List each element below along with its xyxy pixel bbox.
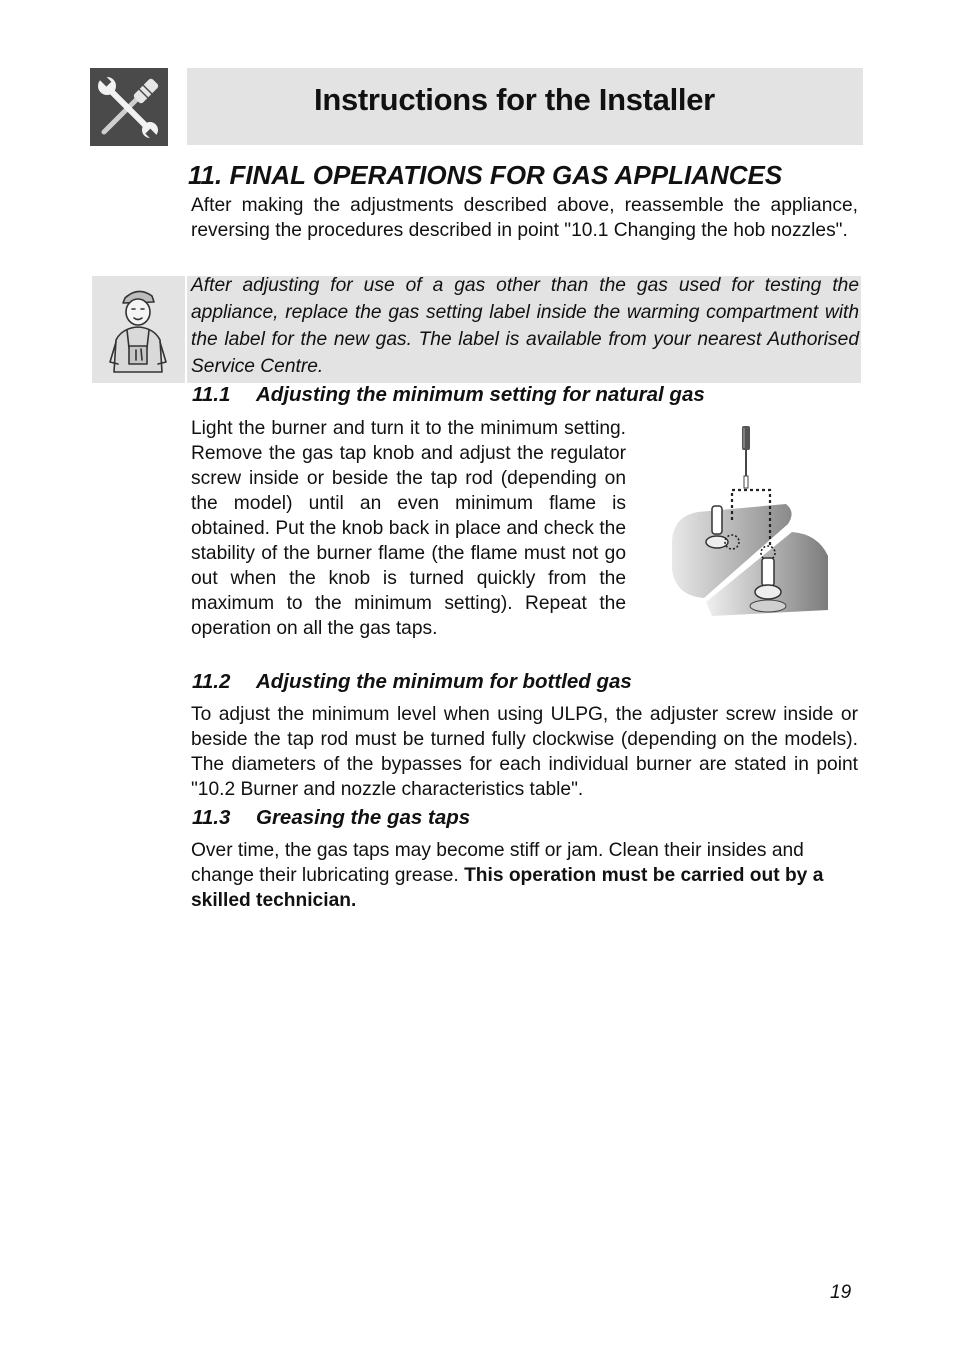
subsection-body-warning: This operation must be carried out by a skilled technician. [191,865,824,911]
subsection-body-text: Over time, the gas taps may become stiff or jam. Clean their insides and change their lubricating grease. [191,840,804,886]
technician-icon [92,276,185,383]
tools-icon [90,68,168,146]
subsection-body-11-3 [191,838,858,913]
subsection-number: 11.1 [192,383,231,406]
subsection-number: 11.3 [192,806,231,829]
section-intro: After making the adjustments described above, reassemble the appliance, reversing the procedures described in point "10.1 Changing the hob nozzles". [191,195,858,241]
subsection-title-11-3 [192,806,470,830]
subsection-body-11-2: To adjust the minimum level when using ULPG, the adjuster screw inside or beside the tap rod must be turned fully clockwise (depending on the models). The diameters of the bypasses for each individual burner are stated in point "10.2 Burner and nozzle characteristics table". [191,704,858,800]
subsection-body-11-1: Light the burner and turn it to the minimum setting. Remove the gas tap knob and adjust the regulator screw inside or beside the tap rod (depending on the model) until an even minimum flame is obtained. Put the knob back in place and check the stability of the burner flame (the flame must not go out when the knob is turned quickly from the maximum to the minimum setting). Repeat the operation on all the gas taps. [191,418,626,639]
page-number: 19 [830,1282,852,1303]
subsection-heading: Adjusting the minimum for bottled gas [256,670,632,693]
page-title: Instructions for the Installer [314,82,715,117]
section-title: 11. FINAL OPERATIONS FOR GAS APPLIANCES [188,160,783,190]
subsection-number: 11.2 [192,670,231,693]
subsection-title-11-1 [192,383,705,407]
subsection-title-11-2 [192,670,632,694]
screwdriver-tap-adjustment-illustration [668,420,834,616]
subsection-heading: Greasing the gas taps [256,806,471,829]
note-text: After adjusting for use of a gas other than the gas used for testing the appliance, replace the gas setting label inside the warming compartment with the label for the new gas. The label is available from your nearest Authorised Service Centre. [191,275,859,377]
subsection-heading: Adjusting the minimum setting for natural gas [256,383,705,406]
